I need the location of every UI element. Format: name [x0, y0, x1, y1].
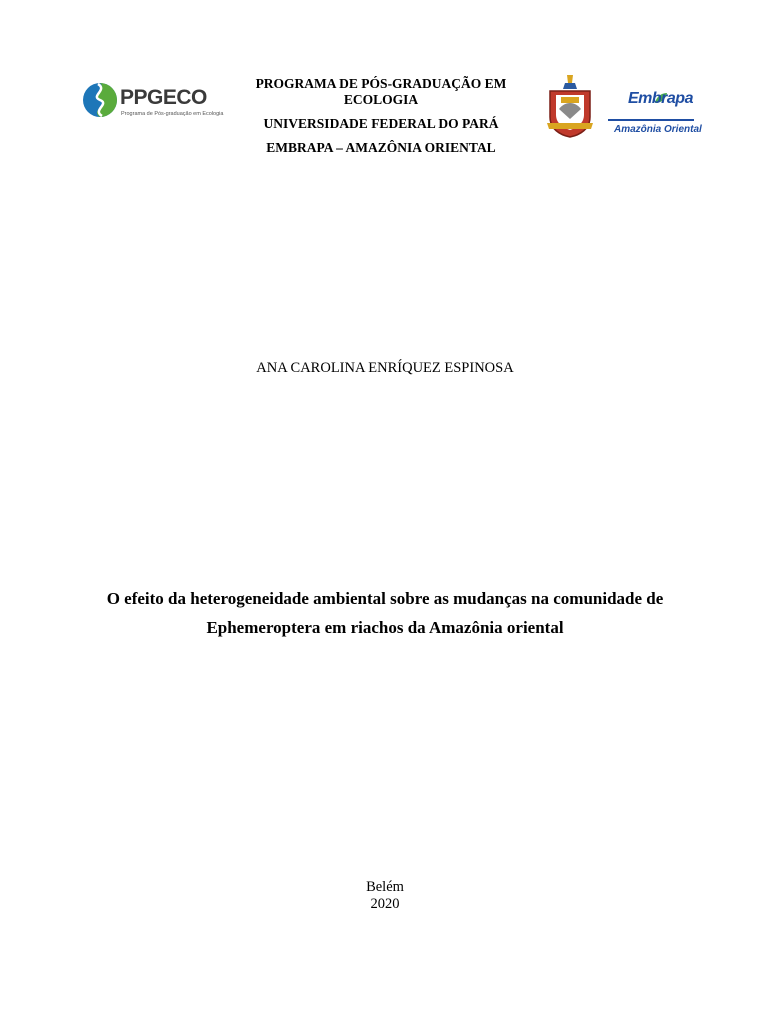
thesis-title-line-1: O efeito da heterogeneidade ambiental sobre as mudanças na comunidade de [106, 589, 664, 608]
city: Belém [366, 879, 404, 895]
ppgeco-emblem-icon [82, 80, 118, 120]
program-name: PROGRAMA DE PÓS-GRADUAÇÃO EM ECOLOGIA [255, 76, 507, 107]
embrapa-subtitle: Amazônia Oriental [614, 124, 702, 135]
embrapa-divider [608, 119, 694, 121]
place-and-year [0, 879, 770, 913]
ppgeco-logo [82, 80, 224, 124]
institution-header [226, 76, 536, 156]
ppgeco-tagline: Programa de Pós-graduação em Ecologia [121, 111, 224, 117]
university-name: UNIVERSIDADE FEDERAL DO PARÁ [263, 116, 499, 131]
embrapa-wordmark: Embrapa [628, 90, 693, 107]
thesis-title [60, 584, 710, 642]
thesis-title-line-2: Ephemeroptera em riachos da Amazônia oriental [206, 618, 564, 637]
university-crest-icon [545, 73, 595, 139]
embrapa-logo [608, 88, 702, 140]
ppgeco-wordmark: PPGECO [120, 86, 207, 109]
year: 2020 [370, 896, 400, 912]
author-name: ANA CAROLINA ENRÍQUEZ ESPINOSA [256, 360, 514, 376]
institute-name: EMBRAPA – AMAZÔNIA ORIENTAL [266, 140, 496, 155]
